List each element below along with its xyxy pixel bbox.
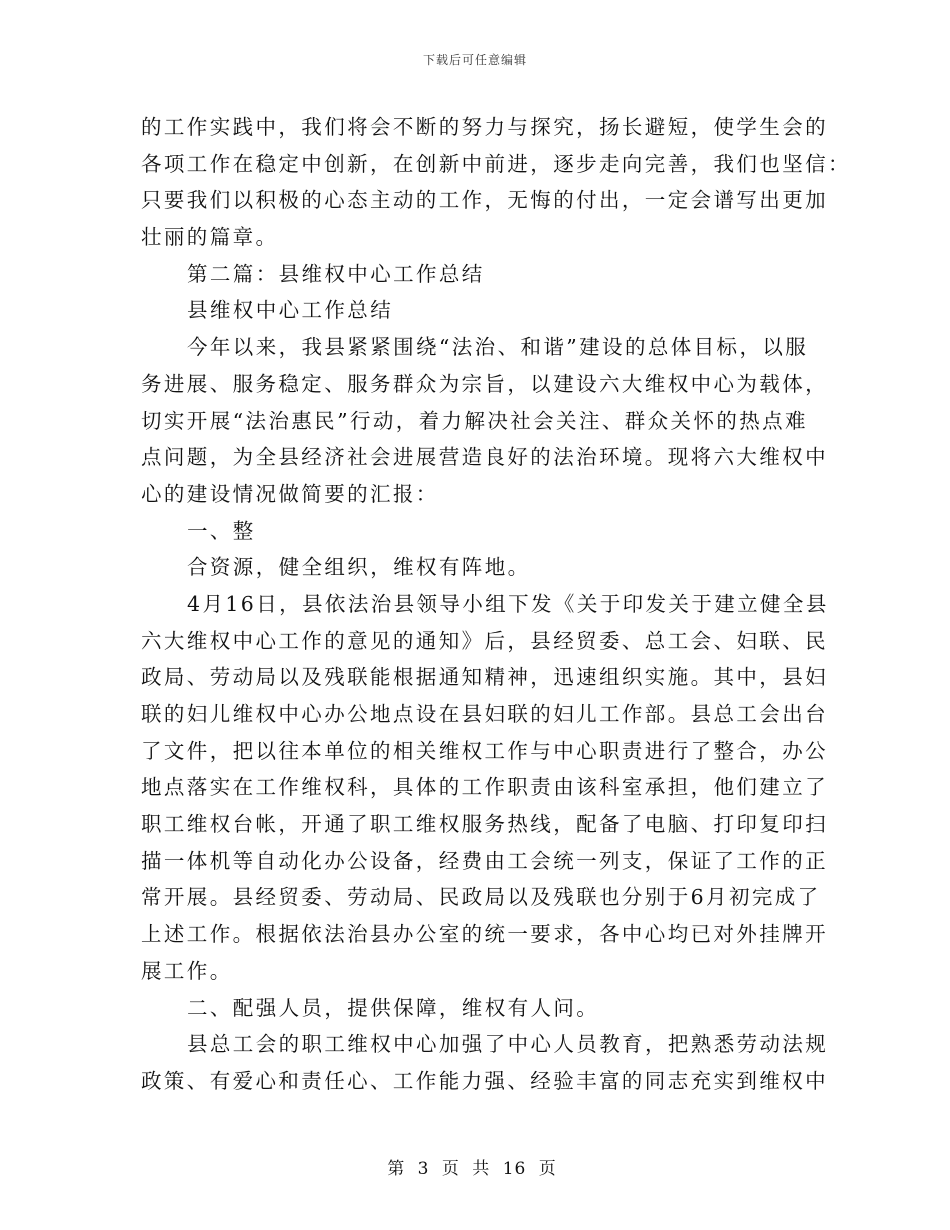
text-line: 地点落实在工作维权科，具体的工作职责由该科室承担，他们建立了 bbox=[141, 775, 828, 800]
text-line: 二、配强人员，提供保障，维权有人问。 bbox=[187, 995, 600, 1020]
footer-current-page: 3 bbox=[417, 1159, 430, 1179]
text-line: 只要我们以积极的心态主动的工作，无悔的付出，一定会谱写出更加 bbox=[141, 188, 828, 213]
text-line: 的工作实践中，我们将会不断的努力与探究，扬长避短，使学生会的 bbox=[141, 115, 828, 139]
footer-total-word: 共 bbox=[472, 1159, 491, 1179]
text-line: 了文件，把以往本单位的相关维权工作与中心职责进行了整合，办公 bbox=[141, 738, 828, 763]
text-line: 政策、有爱心和责任心、工作能力强、经验丰富的同志充实到维权中 bbox=[141, 1068, 828, 1093]
text-line: 切实开展“法治惠民”行动，着力解决社会关注、群众关怀的热点难 bbox=[141, 408, 808, 433]
footer-total-pages: 16 bbox=[502, 1159, 527, 1179]
text-line: 一、整 bbox=[187, 518, 256, 543]
footer-suffix: 页 bbox=[538, 1159, 557, 1179]
text-line: 务进展、服务稳定、服务群众为宗旨，以建设六大维权中心为载体， bbox=[141, 371, 828, 396]
document-body bbox=[141, 109, 851, 1100]
text-line: 第二篇：县维权中心工作总结 bbox=[187, 261, 485, 286]
page-footer bbox=[0, 1154, 950, 1179]
text-line: 今年以来，我县紧紧围绕“法治、和谐”建设的总体目标，以服 bbox=[187, 335, 809, 360]
text-line: 县总工会的职工维权中心加强了中心人员教育，把熟悉劳动法规 bbox=[187, 1032, 829, 1057]
text-line: 展工作。 bbox=[141, 958, 233, 983]
text-line: 心的建设情况做简要的汇报： bbox=[141, 481, 439, 506]
text-line: 职工维权台帐，开通了职工维权服务热线，配备了电脑、打印复印扫 bbox=[141, 812, 828, 837]
footer-page-word: 页 bbox=[441, 1159, 460, 1179]
text-line: 联的妇儿维权中心办公地点设在县妇联的妇儿工作部。县总工会出台 bbox=[141, 702, 828, 726]
text-line: 壮丽的篇章。 bbox=[141, 225, 279, 250]
text-line: 描一体机等自动化办公设备，经费由工会统一列支，保证了工作的正 bbox=[141, 848, 828, 873]
page-header-note: 下载后可任意编辑 bbox=[422, 53, 527, 67]
text-line: 六大维权中心工作的意见的通知》后，县经贸委、总工会、妇联、民 bbox=[141, 628, 828, 653]
footer-prefix: 第 bbox=[387, 1159, 406, 1179]
text-line: 各项工作在稳定中创新，在创新中前进，逐步走向完善，我们也坚信： bbox=[141, 151, 851, 176]
text-line: 上述工作。根据依法治县办公室的统一要求，各中心均已对外挂牌开 bbox=[141, 922, 828, 947]
text-line: 4月16日，县依法治县领导小组下发《关于印发关于建立健全县 bbox=[187, 591, 829, 616]
text-line: 县维权中心工作总结 bbox=[187, 298, 394, 323]
text-line: 合资源，健全组织，维权有阵地。 bbox=[187, 555, 531, 580]
text-line: 点问题，为全县经济社会进展营造良好的法治环境。现将六大维权中 bbox=[141, 445, 828, 470]
text-line: 政局、劳动局以及残联能根据通知精神，迅速组织实施。其中，县妇 bbox=[141, 665, 828, 690]
text-line: 常开展。县经贸委、劳动局、民政局以及残联也分别于6月初完成了 bbox=[141, 885, 821, 910]
